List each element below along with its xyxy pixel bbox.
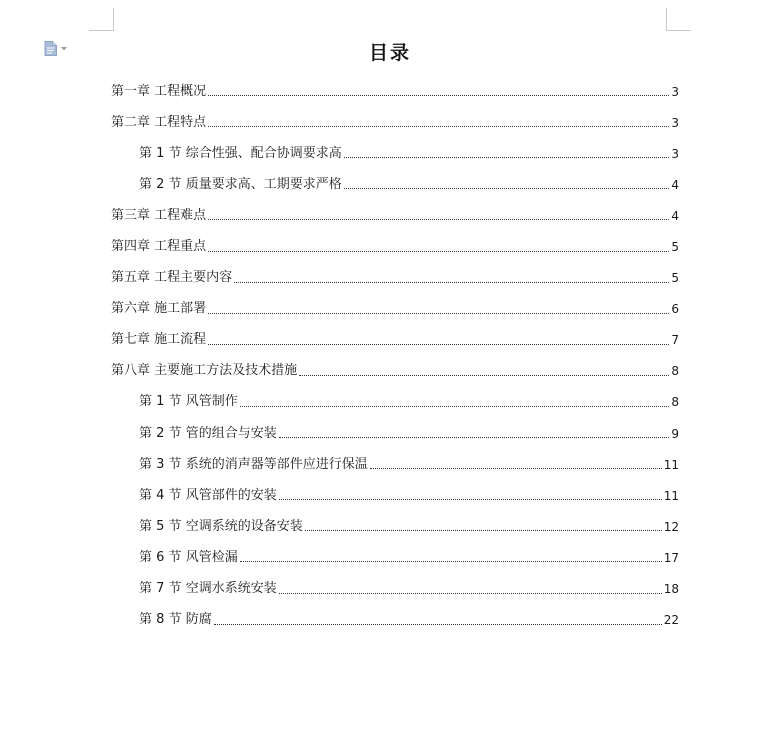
toc-entry-section[interactable] (111, 605, 679, 636)
toc-entry-text: 工程概况 (154, 83, 207, 99)
toc-dot-leader (240, 561, 662, 562)
toc-entry-text: 防腐 (185, 612, 212, 628)
toc-page-number: 11 (663, 488, 679, 503)
toc-dot-leader (279, 593, 662, 594)
toc-dot-leader (279, 499, 662, 500)
toc-dot-leader (208, 219, 669, 220)
toc-dot-leader (370, 468, 662, 469)
toc-dot-leader (208, 126, 669, 127)
toc-entry-section[interactable] (111, 511, 679, 542)
toc-entry-number: 第八章 (111, 363, 151, 379)
toc-entry-number: 第 2 节 (139, 176, 182, 192)
toc-entry-chapter[interactable] (111, 107, 679, 138)
toc-entry-text: 空调系统的设备安装 (185, 518, 303, 534)
toc-entry-section[interactable] (111, 574, 679, 605)
toc-entry-chapter[interactable] (111, 325, 679, 356)
toc-entry-section[interactable] (111, 542, 679, 573)
toc-entry-number: 第三章 (111, 207, 151, 223)
toc-entry-text: 施工部署 (154, 301, 207, 317)
toc-entry-chapter[interactable] (111, 294, 679, 325)
toc-entry-chapter[interactable] (111, 76, 679, 107)
toc-entry-chapter[interactable] (111, 200, 679, 231)
toc-dot-leader (208, 313, 669, 314)
toc-entry-text: 工程特点 (154, 114, 207, 130)
toc-entry-text: 风管检漏 (185, 549, 238, 565)
toc-page-number: 4 (671, 208, 679, 223)
margin-corner-mark-left (89, 8, 114, 31)
toc-entry-number: 第五章 (111, 270, 151, 286)
toc-entry-text: 施工流程 (154, 332, 207, 348)
toc-entry-number: 第 1 节 (139, 394, 182, 410)
toc-title: 目录 (368, 42, 411, 64)
toc-page-number: 17 (663, 550, 679, 565)
toc-dot-leader (208, 95, 669, 96)
toc-entry-text: 风管制作 (185, 394, 238, 410)
toc-page-number: 3 (671, 84, 679, 99)
toc-dot-leader (305, 530, 662, 531)
toc-dot-leader (208, 251, 669, 252)
toc-page-number: 7 (671, 333, 679, 348)
toc-page-number: 8 (671, 395, 679, 410)
toc-list (111, 76, 679, 636)
toc-dot-leader (279, 437, 670, 438)
toc-entry-text: 主要施工方法及技术措施 (154, 363, 298, 379)
toc-entry-text: 工程主要内容 (154, 270, 233, 286)
toc-entry-number: 第七章 (111, 332, 151, 348)
toc-dot-leader (344, 188, 670, 189)
toc-page-number: 6 (671, 302, 679, 317)
toc-entry-section[interactable] (111, 387, 679, 418)
toc-entry-text: 管的组合与安装 (185, 425, 277, 441)
toc-page-number: 4 (671, 177, 679, 192)
toc-entry-number: 第一章 (111, 83, 151, 99)
toc-entry-section[interactable] (111, 138, 679, 169)
toc-page-number: 11 (663, 457, 679, 472)
toc-page-number: 8 (671, 364, 679, 379)
toc-page-number: 5 (671, 240, 679, 255)
toc-entry-number: 第六章 (111, 301, 151, 317)
toc-entry-number: 第 1 节 (139, 145, 182, 161)
toc-entry-number: 第四章 (111, 239, 151, 255)
toc-dot-leader (214, 624, 662, 625)
toc-dot-leader (299, 375, 669, 376)
toc-entry-chapter[interactable] (111, 231, 679, 262)
toc-entry-section[interactable] (111, 169, 679, 200)
toc-entry-number: 第二章 (111, 114, 151, 130)
toc-page-number: 5 (671, 271, 679, 286)
toc-entry-number: 第 7 节 (139, 581, 182, 597)
toc-page-number: 3 (671, 146, 679, 161)
toc-dot-leader (208, 344, 669, 345)
toc-dot-leader (344, 157, 670, 158)
toc-dot-leader (234, 282, 669, 283)
toc-entry-chapter[interactable] (111, 263, 679, 294)
toc-entry-text: 综合性强、配合协调要求高 (185, 145, 342, 161)
toc-entry-number: 第 3 节 (139, 456, 182, 472)
toc-entry-text: 工程难点 (154, 207, 207, 223)
toc-page-number: 18 (663, 582, 679, 597)
toc-entry-section[interactable] (111, 418, 679, 449)
margin-corner-mark-right (666, 8, 691, 31)
toc-entry-text: 空调水系统安装 (185, 581, 277, 597)
toc-page-number: 3 (671, 115, 679, 130)
toc-dot-leader (240, 406, 670, 407)
toc-page-number: 22 (663, 613, 679, 628)
toc-entry-text: 质量要求高、工期要求严格 (185, 176, 342, 192)
toc-entry-number: 第 5 节 (139, 518, 182, 534)
toc-entry-section[interactable] (111, 449, 679, 480)
toc-entry-text: 工程重点 (154, 239, 207, 255)
toc-entry-text: 风管部件的安装 (185, 487, 277, 503)
toc-entry-number: 第 2 节 (139, 425, 182, 441)
toc-entry-text: 系统的消声器等部件应进行保温 (185, 456, 368, 472)
toc-entry-section[interactable] (111, 480, 679, 511)
toc-entry-number: 第 6 节 (139, 549, 182, 565)
toc-page-number: 12 (663, 519, 679, 534)
toc-page-number: 9 (671, 426, 679, 441)
toc-entry-chapter[interactable] (111, 356, 679, 387)
toc-entry-number: 第 4 节 (139, 487, 182, 503)
toc-entry-number: 第 8 节 (139, 612, 182, 628)
